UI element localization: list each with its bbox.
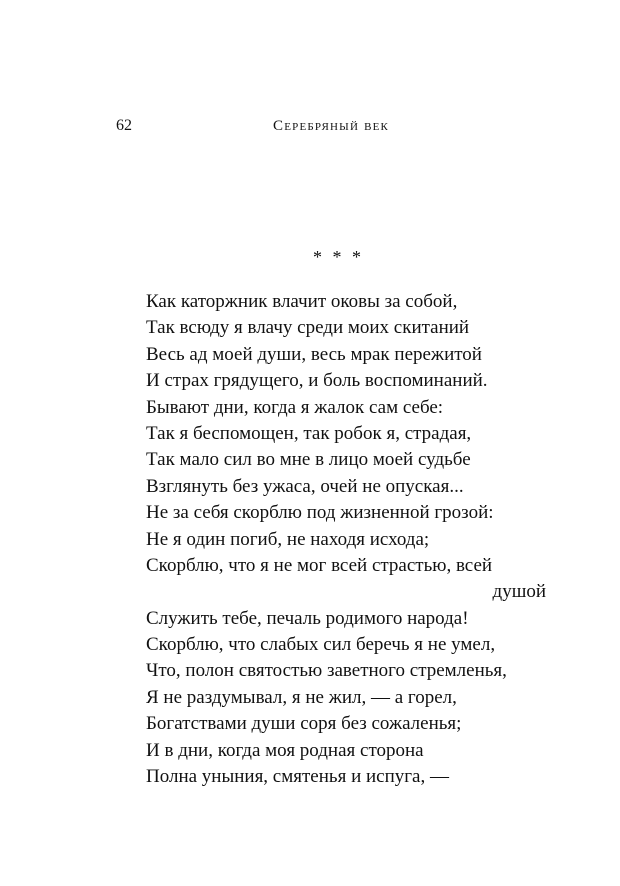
running-head: Серебряный век	[273, 118, 390, 134]
poem-line: Как каторжник влачит оковы за собой,	[146, 291, 458, 312]
poem-line: Что, полон святостью заветного стремленья,	[146, 660, 507, 682]
poem-line: Я не раздумывал, я не жил, — а горел,	[146, 686, 457, 708]
poem-line: Весь ад моей души, весь мрак пережитой	[146, 343, 482, 365]
poem-body	[146, 289, 546, 790]
poem-line-continuation: душой	[492, 581, 546, 603]
poem-line: Полна уныния, смятенья и испуга, —	[146, 766, 449, 788]
poem-line: Скорблю, что я не мог всей страстью, всей	[146, 554, 493, 576]
poem-line: Скорблю, что слабых сил беречь я не умел,	[146, 634, 496, 656]
poem-line: Так всюду я влачу среди моих скитаний	[146, 317, 470, 339]
poem-line: И в дни, когда моя родная сторона	[146, 739, 424, 761]
poem-line: Богатствами души соря без сожаленья;	[146, 713, 462, 735]
poem-line: Служить тебе, печаль родимого народа!	[146, 607, 469, 629]
poem-line: И страх грядущего, и боль воспоминаний.	[146, 370, 488, 392]
poem-line: Взглянуть без ужаса, очей не опуская...	[146, 475, 464, 497]
poem-line: Так я беспомощен, так робок я, страдая,	[146, 422, 472, 444]
page-number: 62	[116, 117, 132, 134]
poem-line: Бывают дни, когда я жалок сам себе:	[146, 396, 444, 418]
section-mark: * * *	[313, 247, 364, 267]
poem-line: Не я один погиб, не находя исхода;	[146, 528, 430, 550]
poem-line: Так мало сил во мне в лицо моей судьбе	[146, 449, 471, 471]
poem-line: Не за себя скорблю под жизненной грозой:	[146, 502, 494, 524]
